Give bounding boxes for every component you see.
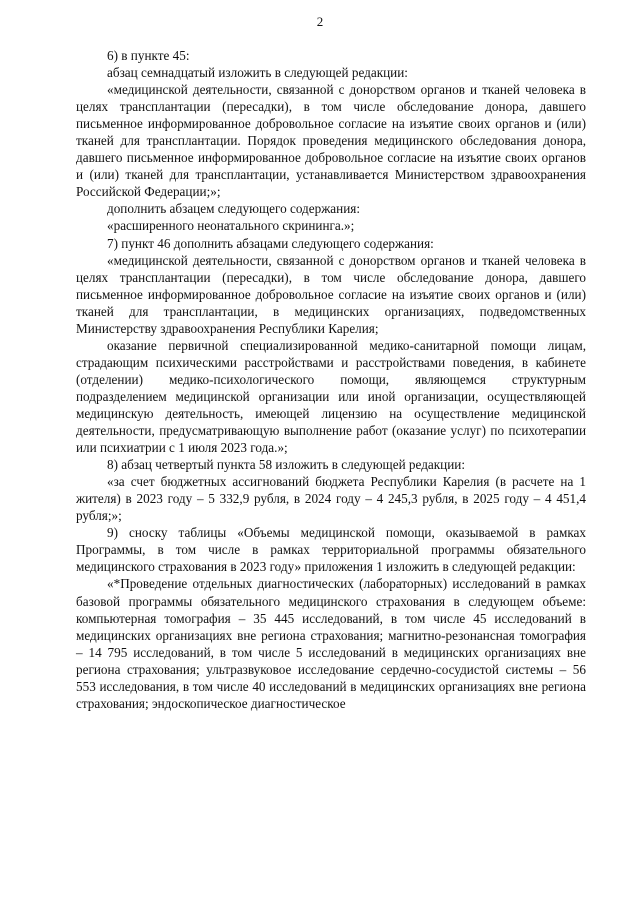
paragraph-amend-17: абзац семнадцатый изложить в следующей редакции: [107,65,408,81]
document-body [76,47,586,712]
paragraph-item-6-header: 6) в пункте 45: [107,48,190,63]
paragraph-quote-donor-examination: «медицинской деятельности, связанной с донорством органов и тканей человека в целях трансплантации (пересадки), в том числе обследование донора, давшего письменное информированное добровольное согласие на изъятие своих органов и (или) тканей для трансплантации. Порядок проведения медицинского обследования донора, давшего письменное информированное добровольное согласие на изъятие своих органов и (или) тканей для трансплантации, устанавливается Министерством здравоохранения Российской Федерации;»; [76,82,586,200]
paragraph-item-9-header: 9) сноску таблицы «Объемы медицинской помощи, оказываемой в рамках Программы, в том числе в рамках территориальной программы обязательного медицинского страхования в 2023 году» приложения 1 изложить в следующей редакции: [76,525,586,575]
paragraph-add-clause: дополнить абзацем следующего содержания: [107,201,361,217]
page-number: 2 [316,14,324,29]
paragraph-quote-neonatal-screening: «расширенного неонатального скрининга.»; [107,218,355,234]
paragraph-quote-donor-karelia: «медицинской деятельности, связанной с донорством органов и тканей человека в целях трансплантации (пересадки), в том числе обследование донора, давшего письменное информированное добровольное согласие на изъятие своих органов и (или) тканей для трансплантации, в медицинских организациях, подведомственных Министерству здравоохранения Республики Карелия; [76,252,586,336]
paragraph-item-8-header: 8) абзац четвертый пункта 58 изложить в следующей редакции: [107,457,465,473]
paragraph-item-7-header: 7) пункт 46 дополнить абзацами следующего содержания: [107,235,434,251]
paragraph-quote-budget: «за счет бюджетных ассигнований бюджета Республики Карелия (в расчете на 1 жителя) в 2023 году – 5 332,9 рубля, в 2024 году – 4 245,3 рубля, в 2025 году – 4 451,4 рубля;»; [76,474,586,524]
paragraph-primary-care-psychiatry: оказание первичной специализированной медико-санитарной помощи лицам, страдающим психическими расстройствами и расстройствами поведения, в кабинете (отделении) медико-психологического помощи, являющемся структурным подразделением медицинской организации или иной организации, осуществляющей медицинскую деятельность, имеющей лицензию на осуществление медицинской деятельности, предусматривающую выполнение работ (оказание услуг) по психотерапии или психиатрии с 1 июля 2023 года.»; [76,337,586,456]
paragraph-quote-diagnostics: «*Проведение отдельных диагностических (лабораторных) исследований в рамках базовой программы обязательного медицинского страхования в следующем объеме: компьютерная томография – 35 445 исследований, в том числе 45 исследований в медицинских организациях вне региона страхования; магнитно-резонансная томография – 14 795 исследований, в том числе 5 исследований в медицинских организациях вне региона страхования; ультразвуковое исследование сердечно-сосудистой системы – 56 553 исследования, в том числе 40 исследований в медицинских организациях вне региона страхования; эндоскопическое диагностическое [76,576,586,711]
